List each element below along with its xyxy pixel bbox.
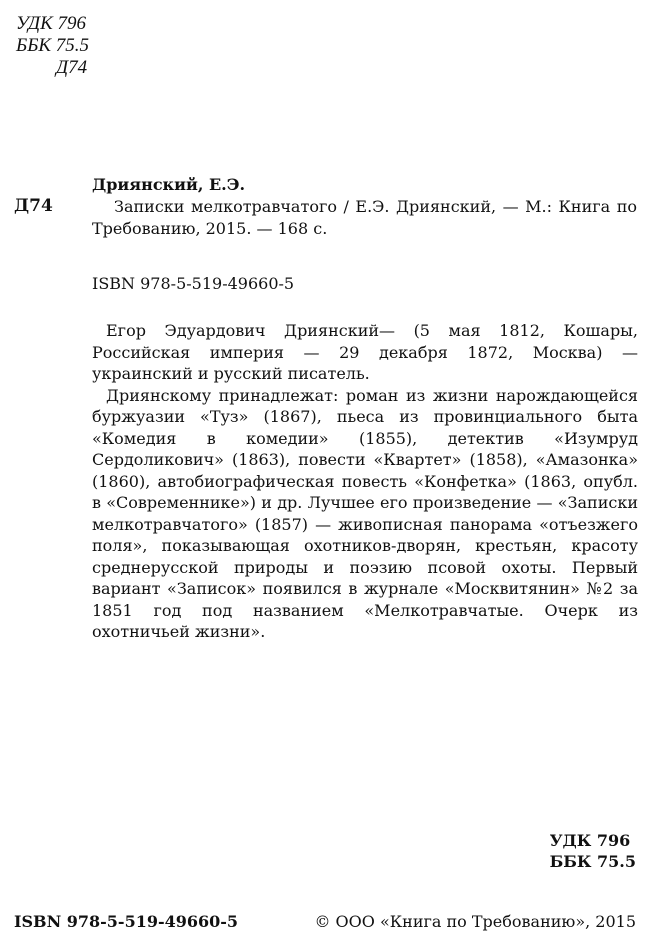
top-classification-block <box>16 12 89 78</box>
annotation-paragraph-works: Дриянскому принадлежат: роман из жизни нарождающейся буржуазии «Туз» (1867), пьеса из провинциального быта «Комедия в комедии» (1855), детектив «Изумруд Сердоликович» (1863), повести «Квартет» (1858), «Амазонка» (1860), автобиографическая повесть «Конфетка» (1863, опубл. в «Современнике») и др. Лучшее его произведение — «Записки мелкотравчатого» (1857) — живописная панорама «отъезжего поля», показывающая охотников-дворян, крестьян, красоту среднерусской природы и поэзию псовой охоты. Первый вариант «Записок» появился в журнале «Москвитянин» №2 за 1851 год под названием «Мелкотравчатые. Очерк из охотничьей жизни». <box>92 385 638 641</box>
annotation <box>92 320 638 643</box>
top-author-mark: Д74 <box>56 57 88 78</box>
top-udk-code: УДК 796 <box>16 13 86 34</box>
annotation-paragraph-bio: Егор Эдуардович Дриянский— (5 мая 1812, Кошары, Российская империя — 29 декабря 1872, Москва) — украинский и русский писатель. <box>92 321 638 383</box>
top-bbk-code: ББК 75.5 <box>16 35 90 56</box>
bibliographic-record <box>92 174 637 240</box>
bottom-udk-code: УДК 796 <box>549 831 631 850</box>
author-mark-code: Д74 <box>14 196 53 216</box>
footer-copyright: © ООО «Книга по Требованию», 2015 <box>314 912 636 931</box>
author-heading: Дриянский, Е.Э. <box>92 175 246 194</box>
bibliographic-description: Записки мелкотравчатого / Е.Э. Дриянский, — М.: Книга по Требованию, 2015. — 168 с. <box>92 197 637 238</box>
footer-isbn: ISBN 978-5-519-49660-5 <box>14 912 239 931</box>
isbn-line: ISBN 978-5-519-49660-5 <box>92 274 295 293</box>
bottom-classification-block <box>550 830 636 872</box>
bottom-bbk-code: ББК 75.5 <box>549 852 636 871</box>
